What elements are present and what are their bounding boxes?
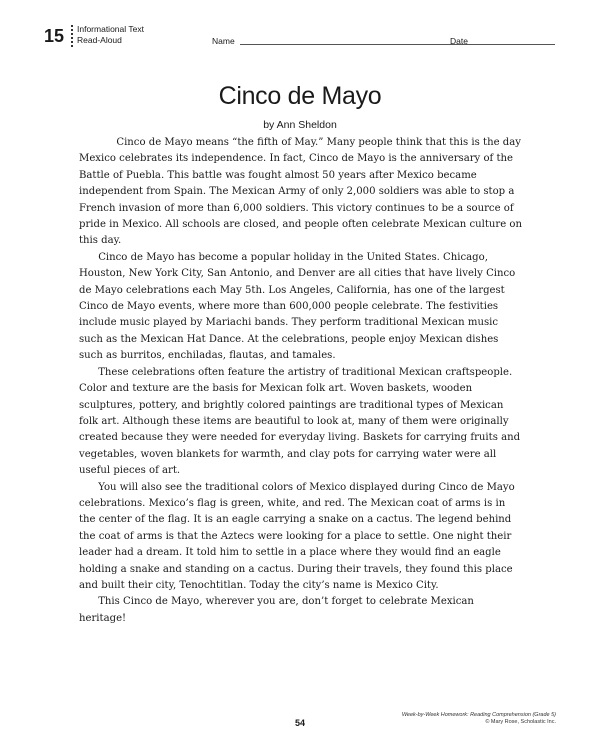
credit-line2: © Mary Rose, Scholastic Inc. [485, 719, 556, 725]
article-byline: by Ann Sheldon [263, 119, 337, 131]
unit-number: 15 [44, 26, 65, 46]
article-title: Cinco de Mayo [218, 82, 382, 110]
paragraph: You will also see the traditional colors of Mexico displayed during Cinco de Mayo celebrations. Mexico’s flag is green, white, and red. The Mexican coat of arms is in the center of the flag. It is an eagle carrying a snake on a cactus. The legend behind the coat of arms is that the Aztecs were looking for a place to settle. One night their leader had a dream. It told him to settle in a place where they would find an eagle holding a snake and standing on a cactus. During their travels, they found this place and built their city, Tenochtitlan. Today the city’s name is Mexico City. [79, 481, 515, 591]
paragraph: These celebrations often feature the artistry of traditional Mexican craftspeople. Color and texture are the basis for Mexican folk art. Woven baskets, wooden sculptures, pottery, and brightly colored paintings are traditional types of Mexican folk art. Although these items are beautiful to look at, many of them were originally created because they were needed for everyday living. Baskets for carrying fruits and vegetables, woven blankets for warmth, and clay pots for carrying water were all useful pieces of art. [79, 366, 521, 477]
name-label: Name [212, 36, 235, 46]
credit-line1: Week-by-Week Homework: Reading Comprehension (Grade 5) [401, 712, 556, 718]
article-body [79, 135, 522, 627]
unit-divider [71, 25, 73, 47]
unit-label-line2: Read-Aloud [77, 34, 122, 45]
paragraph: This Cinco de Mayo, wherever you are, don’t forget to celebrate Mexican heritage! [79, 596, 474, 624]
paragraph: Cinco de Mayo means “the fifth of May.” Many people think that this is the day Mexico celebrates its independence. In fact, Cinco de Mayo is the anniversary of the Battle of Puebla. This battle was fought almost 50 years after Mexico became independent from Spain. The Mexican Army of only 2,000 soldiers was able to stop a French invasion of more than 6,000 soldiers. This victory continues to be a source of pride in Mexico. All schools are closed, and people often celebrate Mexican culture on this day. [79, 137, 522, 247]
name-field[interactable] [240, 44, 484, 45]
page-number: 54 [294, 718, 305, 728]
paragraph: Cinco de Mayo has become a popular holiday in the United States. Chicago, Houston, New York City, San Antonio, and Denver are all cities that have lively Cinco de Mayo celebrations each May 5th. Los Angeles, California, has one of the largest Cinco de Mayo events, where more than 600,000 people celebrate. The festivities include music played by Mariachi bands. They perform traditional Mexican music such as the Mexican Hat Dance. At the celebrations, people enjoy Mexican dishes such as burritos, enchiladas, flautas, and tamales. [79, 251, 516, 362]
date-field[interactable] [469, 44, 555, 45]
footer-credit [402, 712, 556, 726]
unit-label-line1: Informational Text [77, 24, 144, 34]
worksheet-header [44, 24, 556, 52]
date-label: Date [450, 36, 468, 46]
unit-label [77, 24, 144, 45]
